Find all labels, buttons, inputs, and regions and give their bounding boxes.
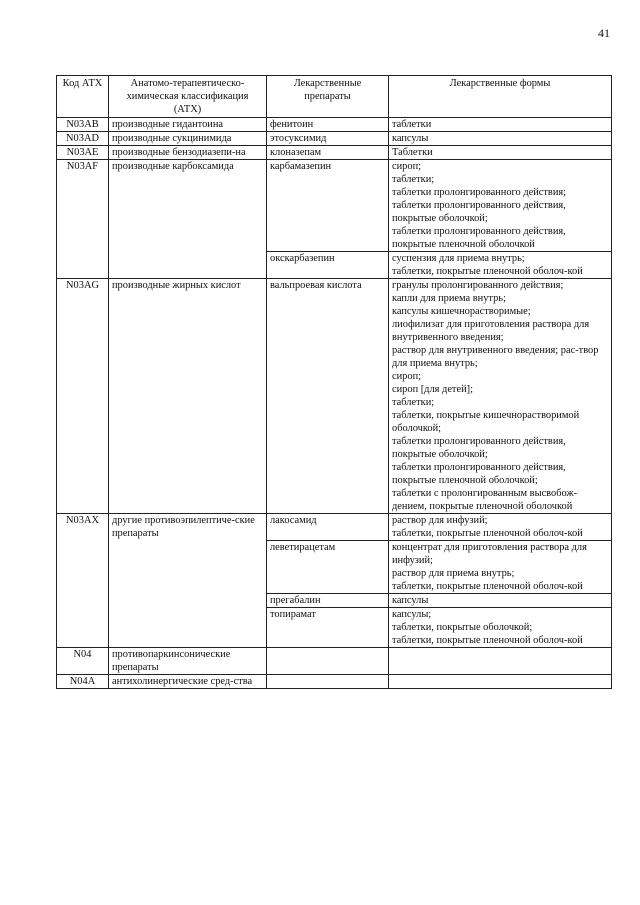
dosage-form-item: таблетки;: [392, 174, 435, 185]
dosage-forms: [389, 132, 612, 146]
dosage-form-item: гранулы пролонгированного действия;: [392, 280, 564, 291]
dosage-form-item: лиофилизат для приготовления раствора для внутривенного введения;: [392, 319, 590, 343]
drug-name: этосуксимид: [267, 132, 389, 146]
atc-code: N03AG: [57, 279, 109, 514]
dosage-form-item: капли для приема внутрь;: [392, 293, 506, 304]
dosage-forms: [389, 146, 612, 160]
atc-class: антихолинергические сред-ства: [109, 675, 267, 689]
drug-name: вальпроевая кислота: [267, 279, 389, 514]
dosage-form-item: сироп;: [392, 161, 422, 172]
atc-class: производные жирных кислот: [109, 279, 267, 514]
dosage-form-item: капсулы: [392, 133, 429, 144]
page-number: 41: [598, 26, 610, 40]
dosage-forms: [389, 541, 612, 594]
table-row: [57, 279, 612, 514]
dosage-form-item: капсулы: [392, 595, 429, 606]
dosage-form-item: таблетки пролонгированного действия, покрытые пленочной оболочкой: [392, 226, 566, 250]
drug-name: [267, 648, 389, 675]
dosage-form-item: концентрат для приготовления раствора для инфузий;: [392, 542, 587, 566]
dosage-form-item: капсулы кишечнорастворимые;: [392, 306, 531, 317]
dosage-form-item: таблетки пролонгированного действия, покрытые пленочной оболочкой;: [392, 462, 566, 486]
header-drug: Лекарственные препараты: [267, 76, 389, 118]
dosage-form-item: таблетки;: [392, 397, 435, 408]
dosage-form-item: таблетки: [392, 119, 432, 130]
atc-code: N03AB: [57, 118, 109, 132]
drug-name: окскарбазепин: [267, 252, 389, 279]
atc-code: N04A: [57, 675, 109, 689]
atc-class: производные карбоксамида: [109, 160, 267, 279]
dosage-form-item: таблетки, покрытые пленочной оболоч-кой: [392, 528, 583, 539]
header-code: Код АТХ: [57, 76, 109, 118]
table-row: [57, 648, 612, 675]
table-row: [57, 514, 612, 541]
dosage-form-item: таблетки, покрытые пленочной оболоч-кой: [392, 581, 583, 592]
dosage-form-item: капсулы;: [392, 609, 432, 620]
dosage-forms: [389, 514, 612, 541]
dosage-forms: [389, 160, 612, 252]
dosage-form-item: таблетки, покрытые оболочкой;: [392, 622, 533, 633]
atc-code: N03AX: [57, 514, 109, 648]
dosage-form-item: раствор для приема внутрь;: [392, 568, 515, 579]
table-row: [57, 160, 612, 252]
atc-class: производные сукцинимида: [109, 132, 267, 146]
drug-name: карбамазепин: [267, 160, 389, 252]
dosage-forms: [389, 594, 612, 608]
drug-name: топирамат: [267, 608, 389, 648]
drug-name: леветирацетам: [267, 541, 389, 594]
dosage-form-item: Таблетки: [392, 147, 433, 158]
atc-drug-table: [56, 75, 612, 689]
dosage-form-item: таблетки, покрытые пленочной оболоч-кой: [392, 266, 583, 277]
drug-name: клоназепам: [267, 146, 389, 160]
dosage-form-item: таблетки пролонгированного действия, покрытые оболочкой;: [392, 200, 566, 224]
dosage-forms: [389, 252, 612, 279]
drug-name: лакосамид: [267, 514, 389, 541]
dosage-form-item: таблетки пролонгированного действия, покрытые оболочкой;: [392, 436, 566, 460]
atc-class: производные бензодиазепи-на: [109, 146, 267, 160]
atc-class: противопаркинсонические препараты: [109, 648, 267, 675]
drug-name: [267, 675, 389, 689]
dosage-form-item: раствор для инфузий;: [392, 515, 488, 526]
drug-name: прегабалин: [267, 594, 389, 608]
atc-code: N03AF: [57, 160, 109, 279]
atc-class: другие противоэпилептиче-ские препараты: [109, 514, 267, 648]
dosage-forms: [389, 608, 612, 648]
dosage-form-item: таблетки, покрытые кишечнорастворимой оболочкой;: [392, 410, 580, 434]
table-row: [57, 675, 612, 689]
header-dosage-forms: Лекарственные формы: [389, 76, 612, 118]
dosage-forms: [389, 648, 612, 675]
dosage-form-item: сироп;: [392, 371, 422, 382]
dosage-forms: [389, 675, 612, 689]
dosage-form-item: сироп [для детей];: [392, 384, 473, 395]
atc-code: N04: [57, 648, 109, 675]
table-row: [57, 132, 612, 146]
atc-code: N03AE: [57, 146, 109, 160]
dosage-form-item: суспензия для приема внутрь;: [392, 253, 525, 264]
drug-name: фенитоин: [267, 118, 389, 132]
header-classification: Анатомо-терапевтическо-химическая классификация (АТХ): [109, 76, 267, 118]
dosage-form-item: таблетки с пролонгированным высвобож-дением, покрытые пленочной оболочкой: [392, 488, 578, 512]
dosage-form-item: раствор для внутривенного введения; рас-твор для приема внутрь;: [392, 345, 599, 369]
dosage-forms: [389, 279, 612, 514]
table-row: [57, 146, 612, 160]
atc-class: производные гидантоина: [109, 118, 267, 132]
atc-code: N03AD: [57, 132, 109, 146]
dosage-form-item: таблетки пролонгированного действия;: [392, 187, 567, 198]
table-header-row: [57, 76, 612, 118]
dosage-form-item: таблетки, покрытые пленочной оболоч-кой: [392, 635, 583, 646]
table-row: [57, 118, 612, 132]
dosage-forms: [389, 118, 612, 132]
